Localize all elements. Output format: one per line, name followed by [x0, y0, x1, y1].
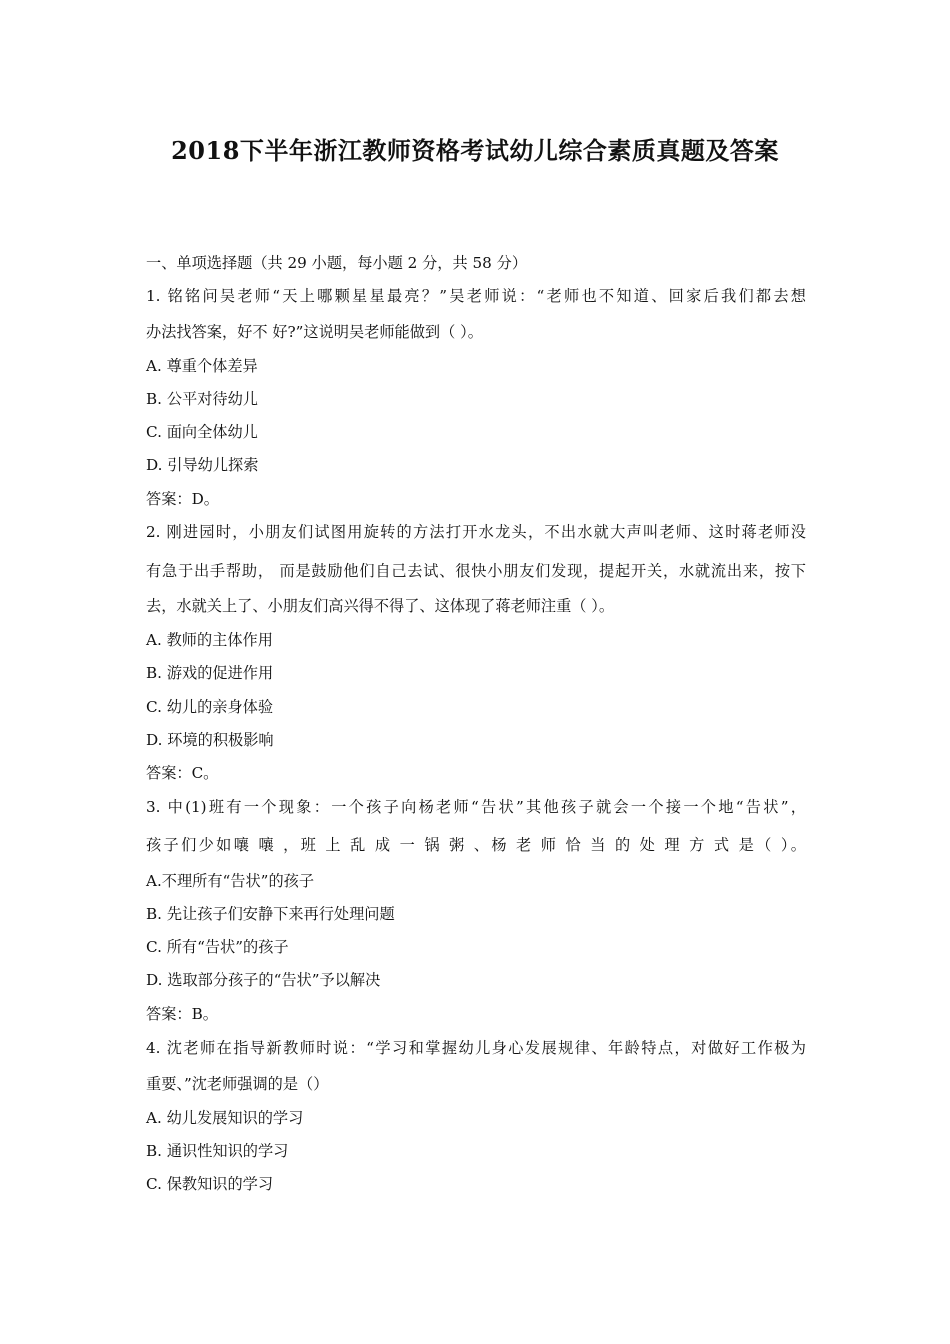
document-title: 2018下半年浙江教师资格考试幼儿综合素质真题及答案 [171, 136, 779, 165]
question-2-option-b: B. 游戏的促进作用 [146, 664, 274, 682]
section-heading: 一、单项选择题（共 29 小题，每小题 2 分，共 58 分） [146, 254, 528, 272]
question-1-option-a: A. 尊重个体差异 [146, 357, 258, 375]
question-3-option-c: C. 所有“告状”的孩子 [146, 938, 289, 956]
question-1-stem-line-2: 办法找答案，好不 好?”这说明吴老师能做到（ ）。 [146, 323, 483, 341]
question-3-option-b: B. 先让孩子们安静下来再行处理问题 [146, 905, 395, 923]
question-1-answer: 答案：D。 [146, 490, 219, 508]
question-4-stem-line-1: 4. 沈老师在指导新教师时说：“学习和掌握幼儿身心发展规律、年龄特点，对做好工作极为 [146, 1039, 806, 1057]
question-4-option-c: C. 保教知识的学习 [146, 1175, 274, 1193]
question-3-option-d: D. 选取部分孩子的“告状”予以解决 [146, 971, 381, 989]
question-2-stem-line-3: 去，水就关上了、小朋友们高兴得不得了、这体现了蒋老师注重（ ）。 [146, 597, 615, 615]
question-2-option-d: D. 环境的积极影响 [146, 731, 274, 749]
question-2-option-a: A. 教师的主体作用 [146, 631, 273, 649]
question-3-stem-line-1: 3. 中(1)班有一个现象：一个孩子向杨老师“告状”其他孩子就会一个接一个地“告状”， [146, 798, 806, 816]
question-3-stem-line-2: 孩子们少如嚷 嚷 ，班 上 乱 成 一 锅 粥 、杨 老 师 恰 当 的 处 理 方 式 是（ ）。 [146, 836, 806, 854]
question-4-option-a: A. 幼儿发展知识的学习 [146, 1109, 304, 1127]
question-2-stem-line-2: 有急于出手帮助， 而是鼓励他们自己去试、很快小朋友们发现，提起开关，水就流出来，按下 [146, 562, 806, 580]
question-1-option-d: D. 引导幼儿探索 [146, 456, 259, 474]
question-3-answer: 答案：B。 [146, 1005, 218, 1023]
question-1-option-c: C. 面向全体幼儿 [146, 423, 258, 441]
question-4-option-b: B. 通识性知识的学习 [146, 1142, 289, 1160]
question-2-answer: 答案：C。 [146, 764, 219, 782]
question-2-stem-line-1: 2. 刚进园时，小朋友们试图用旋转的方法打开水龙头，不出水就大声叫老师、这时蒋老师没 [146, 523, 806, 541]
question-2-option-c: C. 幼儿的亲身体验 [146, 698, 274, 716]
question-1-stem-line-1: 1. 铭铭问吴老师“天上哪颗星星最亮？”吴老师说：“老师也不知道、回家后我们都去想 [146, 287, 806, 305]
question-1-option-b: B. 公平对待幼儿 [146, 390, 258, 408]
question-4-stem-line-2: 重要、”沈老师强调的是（） [146, 1075, 329, 1093]
question-3-option-a: A.不理所有“告状”的孩子 [146, 872, 315, 890]
